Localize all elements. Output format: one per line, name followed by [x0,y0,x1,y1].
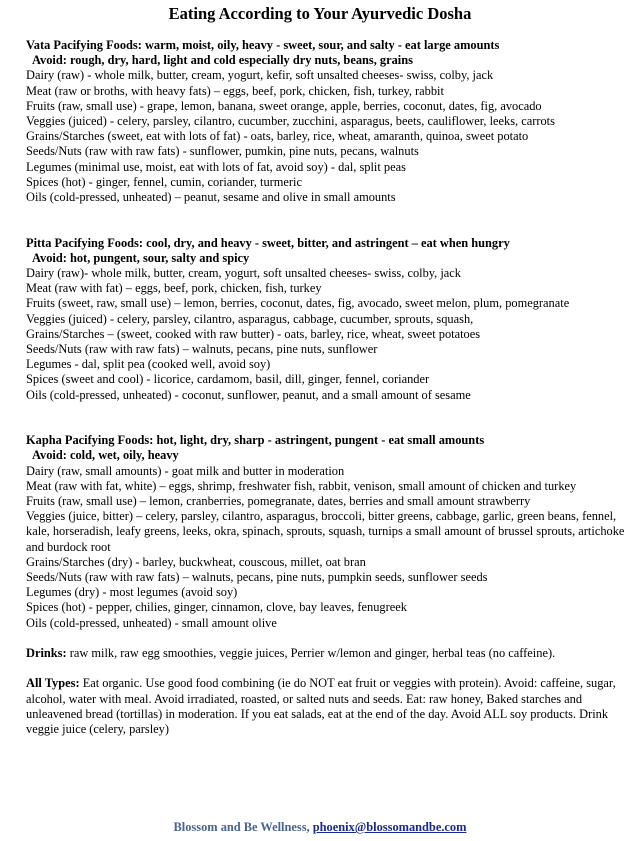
list-item: Dairy (raw) - whole milk, butter, cream, yogurt, kefir, soft unsalted cheeses- swiss, colby, jack [26,68,494,83]
section-spacer [26,661,630,676]
drinks-paragraph [26,646,630,661]
vata-section [26,38,630,205]
list-item: Oils (cold-pressed, unheated) - coconut, sunflower, peanut, and a small amount of sesame [26,387,471,402]
list-item: Grains/Starches – (sweet, cooked with raw butter) - oats, barley, rice, wheat, sweet potatoes [26,326,481,341]
list-item: Meat (raw with fat, white) – eggs, shrimp, freshwater fish, rabbit, venison, small amount of chicken and turkey [26,478,577,493]
list-item: Seeds/Nuts (raw with raw fats) – walnuts, pecans, pine nuts, pumpkin seeds, sunflower seeds [26,570,488,585]
list-item: Seeds/Nuts (raw with raw fats) – walnuts, pecans, pine nuts, sunflower [26,342,378,357]
kapha-section [26,433,630,631]
list-item: Fruits (sweet, raw, small use) – lemon, berries, coconut, dates, fig, avocado, sweet melon, plum, pomegranate [26,296,570,311]
list-item: Grains/Starches (dry) - barley, buckwheat, couscous, millet, oat bran [26,554,366,569]
section-spacer [26,403,630,433]
all-types-text: Eat organic. Use good food combining (ie do NOT eat fruit or veggies with protein). Avoid: caffeine, sugar, alcohol, water with meal. Avoid irradiated, roasted, or salted nuts and seeds. Eat: raw honey, Baked starches and unleavened bread (tortillas) in moderation. If you eat salads, eat at the end of the day. Avoid ALL soy products. Drink veggie juice (celery, parsley) [26,676,616,737]
kapha-heading: Kapha Pacifying Foods: hot, light, dry, sharp - astringent, pungent - eat small amounts [26,433,485,448]
section-spacer [26,205,630,235]
list-item: Veggies (juiced) - celery, parsley, cilantro, asparagus, cabbage, cucumber, sprouts, squash, [26,311,474,326]
list-item: Spices (hot) - pepper, chilies, ginger, cinnamon, clove, bay leaves, fenugreek [26,600,407,615]
pitta-avoid: Avoid: hot, pungent, sour, salty and spicy [32,250,250,265]
list-item: Seeds/Nuts (raw with raw fats) - sunflower, pumkin, pine nuts, pecans, walnuts [26,144,419,159]
pitta-section [26,236,630,403]
drinks-text: raw milk, raw egg smoothies, veggie juices, Perrier w/lemon and ginger, herbal teas (no caffeine). [66,646,556,661]
vata-avoid: Avoid: rough, dry, hard, light and cold especially dry nuts, beans, grains [32,53,413,68]
list-item: Dairy (raw)- whole milk, butter, cream, yogurt, soft unsalted cheeses- swiss, colby, jack [26,266,461,281]
all-types-paragraph [26,676,630,737]
list-item: Dairy (raw, small amounts) - goat milk and butter in moderation [26,463,345,478]
list-item: Veggies (juice, bitter) – celery, parsley, cilantro, asparagus, broccoli, bitter greens, cabbage, garlic, green beans, fennel, kale, horseradish, leafy greens, leeks, okra, spinach, sprouts, squash, turnips a small amount of brussel sprouts, artichoke and burdock root [26,509,625,554]
list-item: Oils (cold-pressed, unheated) - small amount olive [26,615,277,630]
vata-heading: Vata Pacifying Foods: warm, moist, oily, heavy - sweet, sour, and salty - eat large amounts [26,38,500,52]
list-item: Meat (raw with fat) – eggs, beef, pork, chicken, fish, turkey [26,281,322,296]
list-item: Meat (raw or broths, with heavy fats) – eggs, beef, pork, chicken, fish, turkey, rabbit [26,83,444,98]
list-item: Spices (sweet and cool) - licorice, cardamom, basil, dill, ginger, fennel, coriander [26,372,430,387]
list-item: Legumes (dry) - most legumes (avoid soy) [26,585,238,600]
list-item: Fruits (raw, small use) - grape, lemon, banana, sweet orange, apple, berries, coconut, dates, fig, avocado [26,98,542,113]
kapha-avoid: Avoid: cold, wet, oily, heavy [32,448,179,463]
footer-org: Blossom and Be Wellness, [173,820,313,834]
section-spacer [26,631,630,646]
drinks-label: Drinks: [26,646,67,661]
document-body [26,38,630,737]
list-item: Legumes (minimal use, moist, eat with lots of fat, avoid soy) - dal, split peas [26,159,406,174]
list-item: Veggies (juiced) - celery, parsley, cilantro, cucumber, zucchini, asparagus, beets, cauliflower, leeks, carrots [26,114,555,129]
list-item: Oils (cold-pressed, unheated) – peanut, sesame and olive in small amounts [26,190,396,205]
email-link[interactable]: phoenix@blossomandbe.com [312,820,467,834]
list-item: Grains/Starches (sweet, eat with lots of fat) - oats, barley, rice, wheat, amaranth, quinoa, sweet potato [26,129,529,144]
page-title: Eating According to Your Ayurvedic Dosha [168,4,472,23]
footer [0,820,640,835]
all-types-label: All Types: [26,676,80,691]
list-item: Fruits (raw, small use) – lemon, cranberries, pomegranate, dates, berries and small amount strawberry [26,494,531,509]
list-item: Spices (hot) - ginger, fennel, cumin, coriander, turmeric [26,174,302,189]
list-item: Legumes - dal, split pea (cooked well, avoid soy) [26,357,271,372]
pitta-heading: Pitta Pacifying Foods: cool, dry, and heavy - sweet, bitter, and astringent – eat when hungry [26,235,510,250]
